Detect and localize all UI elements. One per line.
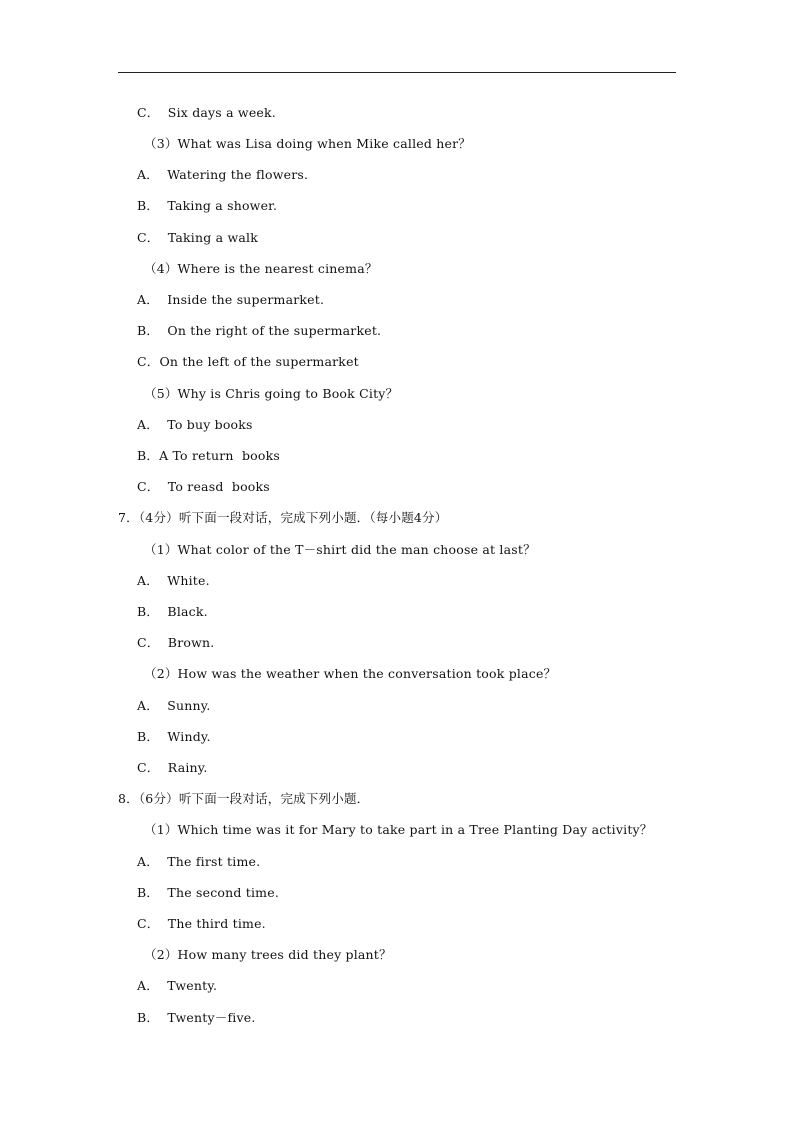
option-line: C． The third time. bbox=[137, 916, 266, 931]
option-line: A． To buy books bbox=[137, 417, 253, 432]
section-heading: 8．（6分）听下面一段对话，完成下列小题． bbox=[118, 791, 370, 806]
option-line: A． Sunny. bbox=[137, 698, 211, 713]
question-line: （1）What color of the T－shirt did the man choose at last？ bbox=[144, 542, 536, 557]
question-line: （2）How many trees did they plant？ bbox=[144, 947, 392, 962]
question-line: （4）Where is the nearest cinema？ bbox=[144, 261, 378, 276]
option-line: A． Twenty. bbox=[137, 978, 218, 993]
option-line: A． Watering the flowers. bbox=[137, 167, 309, 182]
option-line: B． Twenty－five. bbox=[137, 1010, 256, 1025]
option-line: C． Six days a week. bbox=[137, 105, 276, 120]
option-line: B． Taking a shower. bbox=[137, 198, 278, 213]
option-line: A． Inside the supermarket. bbox=[137, 292, 325, 307]
option-line: C． Taking a walk bbox=[137, 230, 258, 245]
option-line: A． White. bbox=[137, 573, 210, 588]
option-line: B． Windy. bbox=[137, 729, 211, 744]
question-line: （5）Why is Chris going to Book City？ bbox=[144, 386, 399, 401]
option-line: B． The second time. bbox=[137, 885, 280, 900]
question-line: （2）How was the weather when the conversation took place？ bbox=[144, 666, 557, 681]
option-line: C． To reasd books bbox=[137, 479, 270, 494]
option-line: C． Brown. bbox=[137, 635, 215, 650]
option-line: B． On the right of the supermarket. bbox=[137, 323, 382, 338]
question-line: （1）Which time was it for Mary to take part in a Tree Planting Day activity？ bbox=[144, 822, 653, 837]
option-line: B．A To return books bbox=[137, 448, 281, 463]
option-line: A． The first time. bbox=[137, 854, 261, 869]
question-line: （3）What was Lisa doing when Mike called her？ bbox=[144, 136, 471, 151]
header-rule bbox=[118, 72, 676, 73]
option-line: C．On the left of the supermarket bbox=[137, 354, 359, 369]
section-heading: 7．（4分）听下面一段对话，完成下列小题．（每小题4分） bbox=[118, 510, 448, 525]
option-line: C． Rainy. bbox=[137, 760, 208, 775]
option-line: B． Black. bbox=[137, 604, 208, 619]
